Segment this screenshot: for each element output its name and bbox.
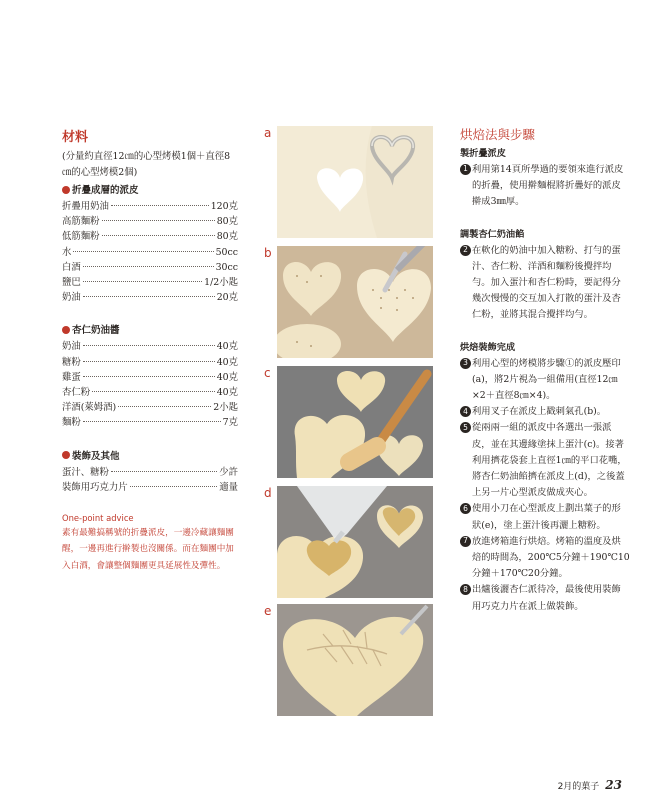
photo-label-d: d bbox=[264, 486, 272, 500]
footer-section-name: 2月的菓子 bbox=[557, 782, 600, 792]
method-title: 烘焙法與步驟 bbox=[460, 127, 536, 142]
photo-heart-cutter bbox=[277, 126, 433, 238]
ingredient-list-almond-cream bbox=[62, 339, 238, 430]
method-step: 4 利用叉子在派皮上戳刺氣孔(b)。 bbox=[460, 404, 630, 420]
step-number-badge: 2 bbox=[460, 245, 471, 256]
section-heading-almond-cream: 杏仁奶油醬 bbox=[62, 323, 238, 339]
ingredient-row: 洋酒(萊姆酒) 2小匙 bbox=[62, 402, 238, 414]
materials-title: 材料 bbox=[62, 130, 89, 145]
ingredient-list-decoration bbox=[62, 465, 238, 495]
advice-text: 素有最難搞稱號的折疊派皮，一邊冷藏讓麵團醒，一邊再進行擀製也沒關係。而在麵團中加入白酒，會讓整個麵團更具延展性及彈性。 bbox=[62, 528, 234, 571]
bullet-dot-icon bbox=[62, 451, 70, 459]
materials-note: (分量約直徑12㎝的心型烤模1個＋直徑8㎝的心型烤模2個) bbox=[62, 151, 231, 178]
method-step: 7 放進烤箱進行烘焙。烤箱的溫度及烘焙的時間為，200℃5分鐘＋190℃10分鐘＋170℃20分鐘。 bbox=[460, 534, 630, 583]
ingredient-row: 低筋麵粉 80克 bbox=[62, 231, 238, 243]
method-step: 1 利用第14頁所學過的要領來進行派皮的折疊，使用擀麵棍將折疊好的派皮擀成3㎜厚。 bbox=[460, 162, 630, 211]
method-step: 2 在軟化的奶油中加入糖粉、打勻的蛋汁、杏仁粉、洋酒和麵粉後攪拌均勻。加入蛋汁和杏仁粉時，要記得分幾次慢慢的交互加入打散的蛋汁及杏仁粉，並將其混合攪拌均勻。 bbox=[460, 243, 630, 324]
step-number-badge: 5 bbox=[460, 422, 471, 433]
method-step: 6 使用小刀在心型派皮上劃出葉子的形狀(e)，塗上蛋汁後再灑上糖粉。 bbox=[460, 501, 630, 533]
bullet-dot-icon bbox=[62, 186, 70, 194]
ingredient-row: 蛋汁、糖粉 少許 bbox=[62, 466, 238, 478]
photo-label-c: c bbox=[264, 366, 271, 380]
photo-label-e: e bbox=[264, 604, 272, 618]
photo-brushing-egg bbox=[277, 366, 433, 478]
ingredient-row: 奶油 40克 bbox=[62, 341, 238, 353]
photo-leaf-pattern bbox=[277, 604, 433, 716]
photo-label-b: b bbox=[264, 246, 272, 260]
method-column bbox=[460, 126, 630, 615]
step-number-badge: 8 bbox=[460, 584, 471, 595]
method-step: 3 利用心型的烤模將步驟①的派皮壓印(a)，將2片視為一組備用(直徑12㎝×2＋直徑8㎝×4)。 bbox=[460, 356, 630, 405]
method-group-heading: 調製杏仁奶油餡 bbox=[460, 228, 525, 240]
method-step: 5 從兩兩一組的派皮中各選出一張派皮，並在其邊緣塗抹上蛋汁(c)。接著利用擠花袋套上直徑1㎝的平口花嘴，將杏仁奶油餡擠在派皮上(d)，之後蓋上另一片心型派皮做成夾心。 bbox=[460, 420, 630, 501]
materials-column bbox=[62, 126, 238, 574]
ingredient-row: 糖粉 40克 bbox=[62, 356, 238, 368]
step-number-badge: 7 bbox=[460, 536, 471, 547]
ingredient-row: 雞蛋 40克 bbox=[62, 371, 238, 383]
ingredient-row: 杏仁粉 40克 bbox=[62, 387, 238, 399]
bullet-dot-icon bbox=[62, 326, 70, 334]
section-heading-pastry: 折疊成層的派皮 bbox=[62, 183, 238, 199]
ingredient-row: 水 50cc bbox=[62, 246, 238, 258]
ingredient-row: 鹽巴 1/2小匙 bbox=[62, 277, 238, 289]
method-step: 8 出爐後灑杏仁派待冷，最後使用裝飾用巧克力片在派上做裝飾。 bbox=[460, 582, 630, 614]
method-group-heading: 製折疊派皮 bbox=[460, 148, 506, 159]
advice-title: One-point advice bbox=[62, 513, 134, 524]
step-number-badge: 1 bbox=[460, 164, 471, 175]
step-number-badge: 6 bbox=[460, 503, 471, 514]
ingredient-row: 麵粉 7克 bbox=[62, 417, 238, 429]
step-number-badge: 3 bbox=[460, 358, 471, 369]
ingredient-list-pastry bbox=[62, 199, 238, 305]
photo-label-a: a bbox=[264, 126, 272, 140]
photo-piping-cream bbox=[277, 486, 433, 598]
step-number-badge: 4 bbox=[460, 406, 471, 417]
ingredient-row: 白酒 30cc bbox=[62, 261, 238, 273]
ingredient-row: 高筋麵粉 80克 bbox=[62, 216, 238, 228]
page-footer bbox=[558, 778, 622, 792]
ingredient-row: 奶油 20克 bbox=[62, 292, 238, 304]
ingredient-row: 裝飾用巧克力片 適量 bbox=[62, 481, 238, 493]
ingredient-row: 折疊用奶油 120克 bbox=[62, 201, 238, 212]
section-heading-decoration: 裝飾及其他 bbox=[62, 449, 238, 465]
method-group-heading: 烘焙裝飾完成 bbox=[460, 341, 516, 353]
photo-fork-pricking bbox=[277, 246, 433, 358]
page-number: 23 bbox=[605, 778, 622, 792]
